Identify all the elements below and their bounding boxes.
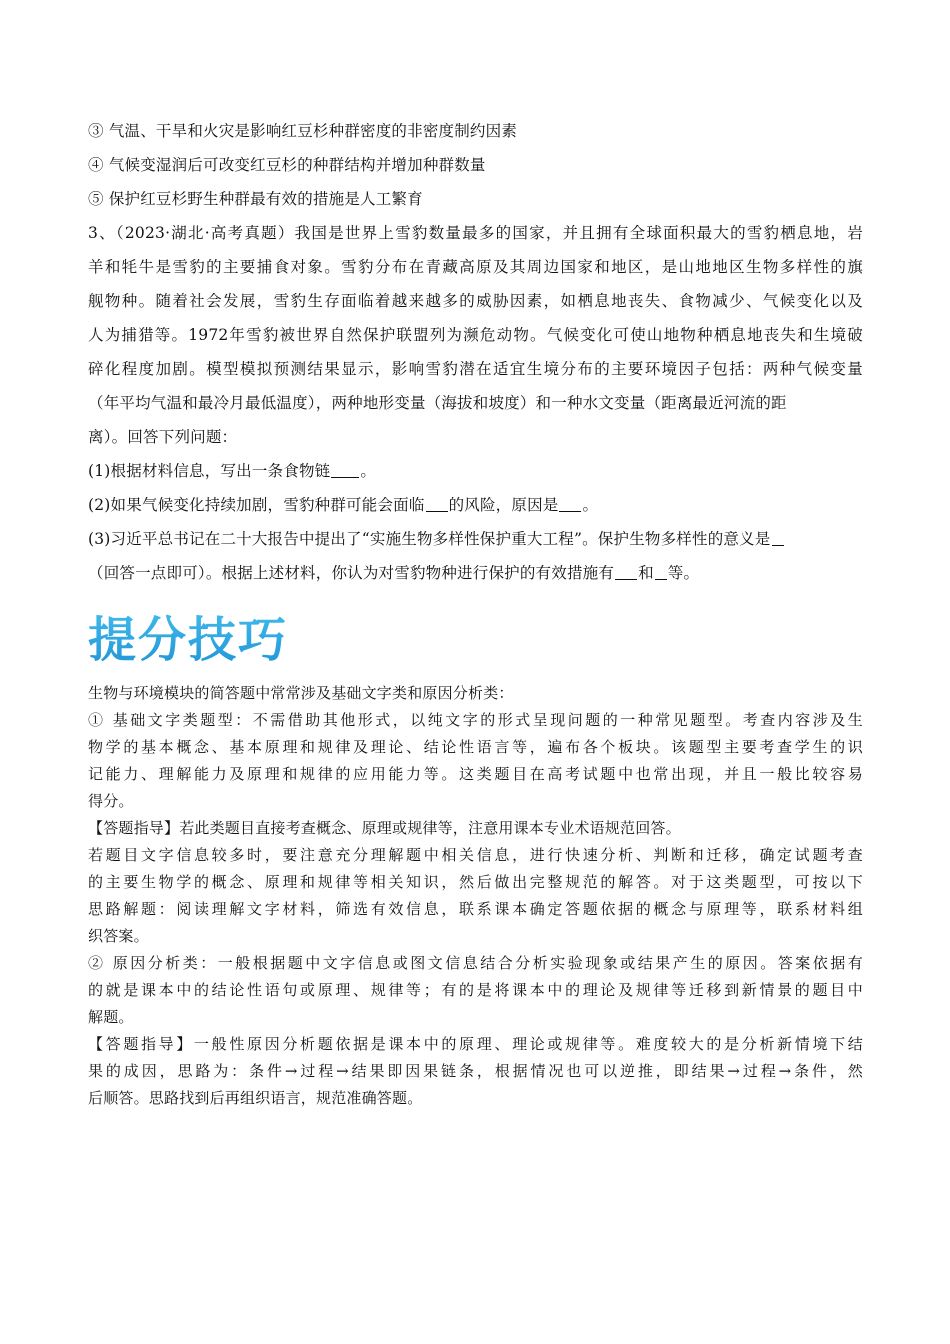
paragraph-line: 得分。 <box>88 792 134 810</box>
sub-question-2-end: 。 <box>582 496 599 514</box>
question-3-line: 羊和牦牛是雪豹的主要捕食对象。雪豹分布在青藏高原及其周边国家和地区，是山地地区生物多样性的旗 <box>88 258 863 276</box>
paragraph-line: 织答案。 <box>88 927 149 945</box>
answer-blank[interactable] <box>772 530 784 547</box>
paragraph-line: 物学的基本概念、基本原理和规律及理论、结论性语言等，遍布各个板块。该题型主要考查学生的识 <box>88 738 863 756</box>
question-3-line: （年平均气温和最冷月最低温度），两种地形变量（海拔和坡度）和一种水文变量（距离最近河流的距 <box>88 394 787 412</box>
sub-question-1 <box>88 454 863 488</box>
paragraph-line: 的就是课本中的结论性语句或原理、规律等；有的是将课本中的理论及规律等迁移到新情景的题目中 <box>88 981 863 999</box>
answer-blank[interactable] <box>655 564 667 581</box>
option-item-5: ⑤ 保护红豆杉野生种群最有效的措施是人工繁育 <box>88 190 423 208</box>
sub-question-3-line-1 <box>88 522 863 556</box>
sub-question-3-text: (3)习近平总书记在二十大报告中提出了“实施生物多样性保护重大工程”。保护生物多样性的意义是 <box>88 530 771 548</box>
paragraph-line: 若题目文字信息较多时，要注意充分理解题中相关信息，进行快速分析、判断和迁移，确定试题考查 <box>88 846 863 864</box>
answer-blank[interactable] <box>615 564 637 581</box>
sub-question-3-line-2 <box>88 556 863 590</box>
paragraph-basic-text-type <box>88 707 863 815</box>
sub-question-2 <box>88 488 863 522</box>
sub-question-3-and: 和 <box>638 564 654 582</box>
sub-question-1-end: 。 <box>360 462 377 480</box>
sub-question-3-end: 等。 <box>667 564 700 582</box>
section-intro: 生物与环境模块的简答题中常常涉及基础文字类和原因分析类： <box>88 684 514 702</box>
section-heading-wrap <box>88 596 863 674</box>
sub-question-2-text: (2)如果气候变化持续加剧，雪豹种群可能会面临 <box>88 496 425 514</box>
paragraph-line: 果的成因，思路为：条件→过程→结果即因果链条，根据情况也可以逆推，即结果→过程→条件，然 <box>88 1062 863 1080</box>
sub-question-1-text: (1)根据材料信息，写出一条食物链 <box>88 462 331 480</box>
paragraph-line: 思路解题：阅读理解文字材料，筛选有效信息，联系课本确定答题依据的概念与原理等，联系材料组 <box>88 900 863 918</box>
answer-blank[interactable] <box>559 496 581 513</box>
paragraph-line: 解题。 <box>88 1008 134 1026</box>
answer-blank[interactable] <box>426 496 448 513</box>
answer-blank[interactable] <box>331 462 359 479</box>
sub-question-2-mid: 的风险，原因是 <box>448 496 559 514</box>
page-content <box>88 114 863 1112</box>
paragraph-line: 的主要生物学的概念、原理和规律等相关知识，然后做出完整规范的解答。对于这类题型，可按以下 <box>88 873 863 891</box>
question-3-line: 碎化程度加剧。模型模拟预测结果显示，影响雪豹潜在适宜生境分布的主要环境因子包括：两种气候变量 <box>88 360 863 378</box>
answer-guide-2 <box>88 1031 863 1112</box>
answer-guide-1: 【答题指导】若此类题目直接考查概念、原理或规律等，注意用课本专业术语规范回答。 <box>88 819 681 837</box>
paragraph-line: 记能力、理解能力及原理和规律的应用能力等。这类题目在高考试题中也常出现，并且一般比较容易 <box>88 765 863 783</box>
question-3-line: 3、（2023·湖北·高考真题）我国是世界上雪豹数量最多的国家，并且拥有全球面积最大的雪豹栖息地，岩 <box>88 224 863 242</box>
question-3-line: 舰物种。随着社会发展，雪豹生存面临着越来越多的威胁因素，如栖息地丧失、食物减少、气候变化以及 <box>88 292 863 310</box>
paragraph-line: ② 原因分析类：一般根据题中文字信息或图文信息结合分析实验现象或结果产生的原因。答案依据有 <box>88 954 863 972</box>
paragraph-line: 【答题指导】一般性原因分析题依据是课本中的原理、理论或规律等。难度较大的是分析新情境下结 <box>88 1035 863 1053</box>
paragraph-line: ① 基础文字类题型：不需借助其他形式，以纯文字的形式呈现问题的一种常见题型。考查内容涉及生 <box>88 711 863 729</box>
sub-question-3-text-2: （回答一点即可）。根据上述材料，你认为对雪豹物种进行保护的有效措施有 <box>88 564 615 582</box>
option-item-4: ④ 气候变湿润后可改变红豆杉的种群结构并增加种群数量 <box>88 156 486 174</box>
paragraph-line: 后顺答。思路找到后再组织语言，规范准确答题。 <box>88 1089 423 1107</box>
option-item-3: ③ 气温、干旱和火灾是影响红豆杉种群密度的非密度制约因素 <box>88 122 518 140</box>
section-heading: 提分技巧 <box>88 601 288 670</box>
question-3-line: 人为捕猎等。1972年雪豹被世界自然保护联盟列为濒危动物。气候变化可使山地物种栖息地丧失和生境破 <box>88 326 863 344</box>
question-3-line: 离）。回答下列问题： <box>88 428 238 446</box>
paragraph-long-text-guide <box>88 842 863 950</box>
question-3-stem <box>88 216 863 454</box>
paragraph-cause-analysis-type <box>88 950 863 1031</box>
